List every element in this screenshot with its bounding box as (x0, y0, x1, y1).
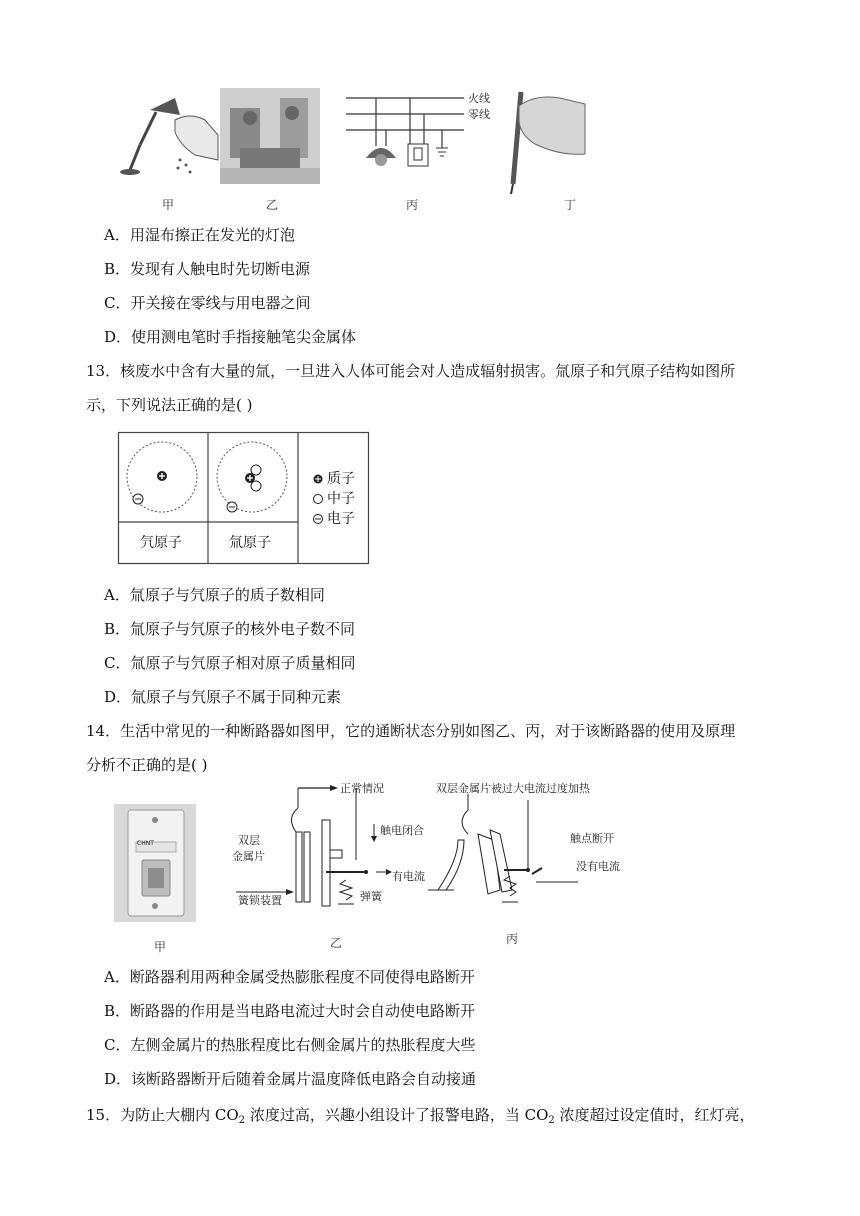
legend-proton: 质子 (327, 471, 355, 487)
legend-neutron: 中子 (327, 491, 355, 507)
co2-formula: $CO_2$ (214, 1106, 246, 1126)
breaker-brand-text: CHNT (137, 840, 154, 847)
q12-option-d: D．使用测电笔时手指接触笔尖金属体 (104, 328, 357, 346)
caption-yi: 乙 (266, 198, 279, 212)
label-current: 有电流 (392, 870, 425, 883)
q14-stem-line1: 14．生活中常见的一种断路器如图甲，它的通断状态分别如图乙、丙，对于该断路器的使用及原理 (86, 722, 736, 740)
q14-option-c: C．左侧金属片的热胀程度比右侧金属片的热胀程度大些 (104, 1036, 476, 1054)
q15-stem-mid: 浓度过高，兴趣小组设计了报警电路，当 (249, 1106, 520, 1124)
label-bimetal: 双层 (238, 834, 260, 847)
test-pen-hand-illustration (505, 84, 595, 194)
legend-electron: 电子 (327, 511, 355, 527)
q12-option-c: C．开关接在零线与用电器之间 (104, 294, 311, 312)
q13-stem-line2: 示，下列说法正确的是( ) (86, 396, 253, 414)
breaker-open-diagram (428, 790, 618, 920)
circuit-breaker-photo (114, 804, 196, 922)
q15-stem (86, 1104, 755, 1132)
electric-shock-rescue-illustration (220, 88, 320, 184)
label-contact-closed: 触电闭合 (380, 824, 424, 837)
caption-bing: 丙 (406, 198, 419, 212)
label-spring: 弹簧 (360, 890, 382, 903)
protium-cell-label: 氕原子 (140, 535, 182, 551)
caption-q14-yi: 乙 (330, 936, 343, 950)
tritium-cell-label: 氚原子 (229, 535, 271, 551)
q14-stem-line2: 分析不正确的是( ) (86, 756, 208, 774)
q15-stem-pre: 15．为防止大棚内 (86, 1106, 211, 1124)
q13-option-a: A．氚原子与氕原子的质子数相同 (104, 586, 325, 604)
co2-formula-2: $CO_2$ (524, 1106, 555, 1126)
q12-option-b: B．发现有人触电时先切断电源 (104, 260, 311, 278)
household-wiring-diagram (346, 86, 486, 186)
caption-jia: 甲 (162, 198, 175, 212)
q13-option-b: B．氚原子与氕原子的核外电子数不同 (104, 620, 356, 638)
q14-option-d: D．该断路器断开后随着金属片温度降低电路会自动接通 (104, 1070, 477, 1088)
caption-q14-jia: 甲 (154, 940, 167, 954)
caption-q14-bing: 丙 (506, 932, 519, 946)
label-heated: 双层金属片被过大电流过度加热 (436, 782, 590, 795)
neutral-wire-label: 零线 (468, 108, 490, 121)
q12-option-a: A．用湿布擦正在发光的灯泡 (104, 226, 295, 244)
label-normal: 正常情况 (340, 782, 384, 795)
label-bimetal-2: 金属片 (232, 850, 265, 863)
q14-option-b: B．断路器的作用是当电路电流过大时会自动使电路断开 (104, 1002, 476, 1020)
label-no-current: 没有电流 (576, 860, 620, 873)
label-contact-open: 触点断开 (570, 832, 614, 845)
caption-ding: 丁 (564, 198, 577, 212)
q13-option-d: D．氚原子与氕原子不属于同种元素 (104, 688, 342, 706)
lamp-wet-hand-illustration (120, 90, 220, 190)
q15-stem-post: 浓度超过设定值时，红灯亮， (559, 1106, 755, 1124)
q13-option-c: C．氚原子与氕原子相对原子质量相同 (104, 654, 356, 672)
label-latch: 簧锁装置 (238, 894, 282, 907)
q13-stem-line1: 13．核废水中含有大量的氚，一旦进入人体可能会对人造成辐射损害。氚原子和氕原子结构如图所 (86, 362, 736, 380)
q14-option-a: A．断路器利用两种金属受热膨胀程度不同使得电路断开 (104, 968, 475, 986)
live-wire-label: 火线 (468, 92, 490, 105)
q12-figure-row (110, 80, 600, 220)
